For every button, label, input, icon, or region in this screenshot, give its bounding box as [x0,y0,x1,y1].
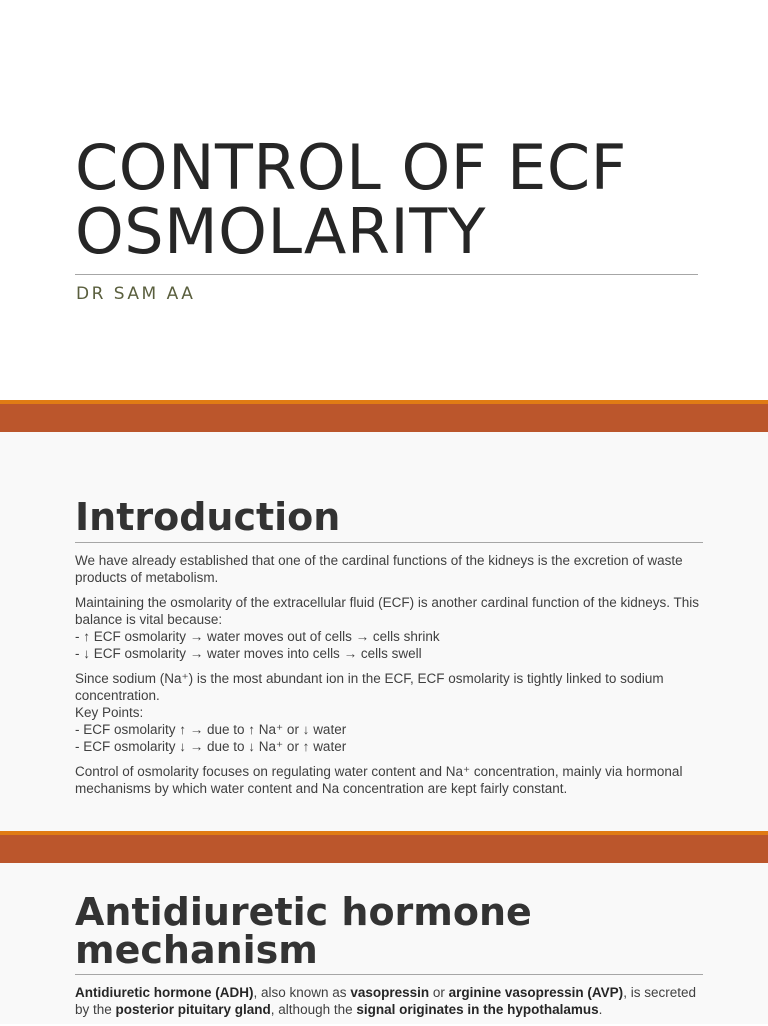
text-fragment: , is secreted by the [75,985,696,1017]
text-fragment: , although the [270,1002,357,1017]
heading-divider [75,974,703,975]
paragraph-adh-intro [75,984,705,1018]
introduction-slide [0,432,768,831]
introduction-heading: Introduction [75,495,341,539]
term-posterior-pituitary: posterior pituitary gland [115,1002,271,1017]
term-vasopressin: vasopressin [350,985,430,1000]
adh-slide [0,863,768,1024]
title-slide [0,0,768,400]
slide-separator [0,400,768,432]
heading-divider [75,542,703,543]
key-point-increase: - ECF osmolarity ↑ → due to ↑ Na⁺ or ↓ water [75,722,347,737]
key-point-decrease: - ECF osmolarity ↓ → due to ↓ Na⁺ or ↑ water [75,739,347,754]
text-fragment: , also known as [253,985,351,1000]
adh-heading [75,890,532,972]
paragraph-sodium [75,670,705,755]
adh-heading-line-1: Antidiuretic hormone [75,890,532,934]
title-line-2: OSMOLARITY [75,195,486,268]
introduction-body [75,552,705,805]
key-points-label: Key Points: [75,705,144,720]
balance-lead: Maintaining the osmolarity of the extracellular fluid (ECF) is another cardinal function of the kidneys. This balance is vital because: [75,595,700,627]
author-subtitle: DR SAM AA [76,284,196,304]
text-fragment: or [429,985,449,1000]
text-fragment: . [598,1002,603,1017]
title-line-1: CONTROL OF ECF [75,131,627,204]
slide-separator [0,831,768,863]
adh-body [75,984,705,1026]
term-avp: arginine vasopressin (AVP) [448,985,624,1000]
paragraph-osmolarity-balance [75,594,705,662]
term-hypothalamus-signal: signal originates in the hypothalamus [356,1002,599,1017]
paragraph-control: Control of osmolarity focuses on regulating water content and Na⁺ concentration, mainly via hormonal mechanisms by which water content and Na concentration are kept fairly constant. [75,764,683,796]
term-adh: Antidiuretic hormone (ADH) [75,985,254,1000]
title-divider [75,274,698,275]
paragraph-kidney-function: We have already established that one of the cardinal functions of the kidneys is the excretion of waste products of metabolism. [75,553,683,585]
balance-item-decrease: - ↓ ECF osmolarity → water moves into cells → cells swell [75,646,422,661]
presentation-title [75,131,715,268]
sodium-lead: Since sodium (Na⁺) is the most abundant ion in the ECF, ECF osmolarity is tightly linked to sodium concentration. [75,671,664,703]
adh-heading-line-2: mechanism [75,928,318,972]
balance-item-increase: - ↑ ECF osmolarity → water moves out of cells → cells shrink [75,629,440,644]
